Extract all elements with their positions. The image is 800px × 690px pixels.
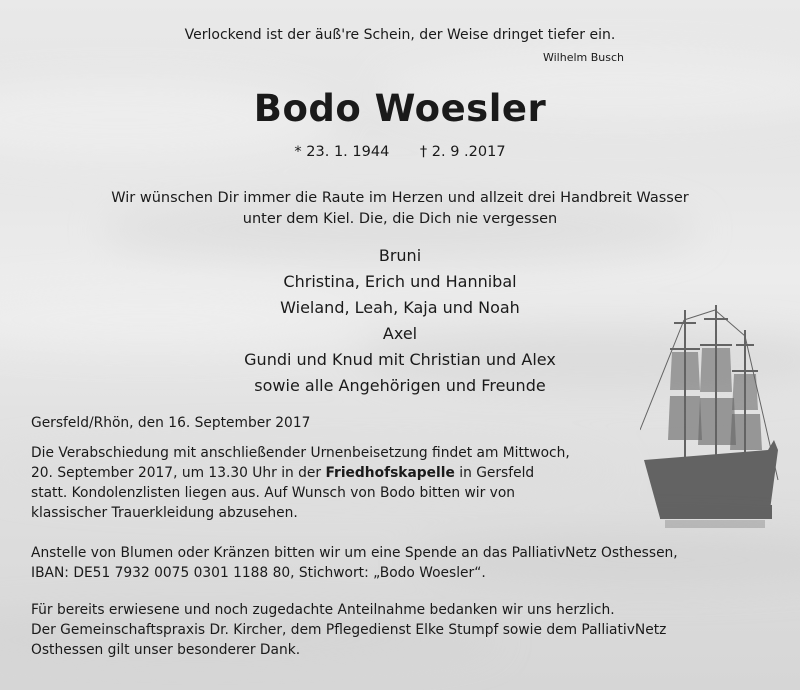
- thanks-line: Osthessen gilt unser besonderer Dank.: [31, 642, 301, 658]
- mourner-entry: Axel: [382, 324, 418, 343]
- wish-line: unter dem Kiel. Die, die Dich nie vergessen: [242, 211, 558, 227]
- wish-line: Wir wünschen Dir immer die Raute im Herzen und allzeit drei Handbreit Wasser: [111, 190, 689, 206]
- motto-quote: Verlockend ist der äuß're Schein, der Weise dringet tiefer ein.: [184, 27, 616, 43]
- chapel-name: Friedhofskapelle: [325, 465, 455, 481]
- motto-author: Wilhelm Busch: [542, 51, 624, 64]
- thanks-line: Für bereits erwiesene und noch zugedachte Anteilnahme bedanken wir uns herzlich.: [31, 602, 615, 618]
- donation-info: [31, 543, 771, 583]
- life-dates: [0, 143, 800, 161]
- mourner-entry: sowie alle Angehörigen und Freunde: [254, 376, 546, 395]
- birth-date: * 23. 1. 1944: [294, 144, 390, 160]
- funeral-text: in Gersfeld: [454, 465, 535, 481]
- mourner-entry: Bruni: [378, 246, 422, 265]
- thanks-line: Der Gemeinschaftspraxis Dr. Kircher, dem Pflegedienst Elke Stumpf sowie dem PalliativNetz: [31, 622, 667, 638]
- deceased-name: Bodo Woesler: [253, 87, 547, 130]
- thanks-note: [31, 600, 771, 660]
- donation-line: IBAN: DE51 7932 0075 0301 1188 80, Stichwort: „Bodo Woesler“.: [31, 565, 486, 581]
- mourner-entry: Wieland, Leah, Kaja und Noah: [280, 298, 520, 317]
- mourner-entry: Christina, Erich und Hannibal: [283, 272, 517, 291]
- mourners-list: [0, 243, 800, 399]
- funeral-line: statt. Kondolenzlisten liegen aus. Auf Wunsch von Bodo bitten wir von: [31, 485, 516, 501]
- place-date: Gersfeld/Rhön, den 16. September 2017: [31, 415, 311, 431]
- death-date: † 2. 9 .2017: [419, 144, 506, 160]
- donation-line: Anstelle von Blumen oder Kränzen bitten wir um eine Spende an das PalliativNetz Osthessen,: [31, 545, 678, 561]
- funeral-info: [31, 443, 771, 523]
- mourner-entry: Gundi und Knud mit Christian und Alex: [244, 350, 556, 369]
- funeral-line: [31, 463, 771, 483]
- funeral-line: klassischer Trauerkleidung abzusehen.: [31, 505, 298, 521]
- farewell-wish: [0, 188, 800, 230]
- funeral-line: Die Verabschiedung mit anschließender Urnenbeisetzung findet am Mittwoch,: [31, 445, 570, 461]
- funeral-text: 20. September 2017, um 13.30 Uhr in der: [31, 465, 326, 481]
